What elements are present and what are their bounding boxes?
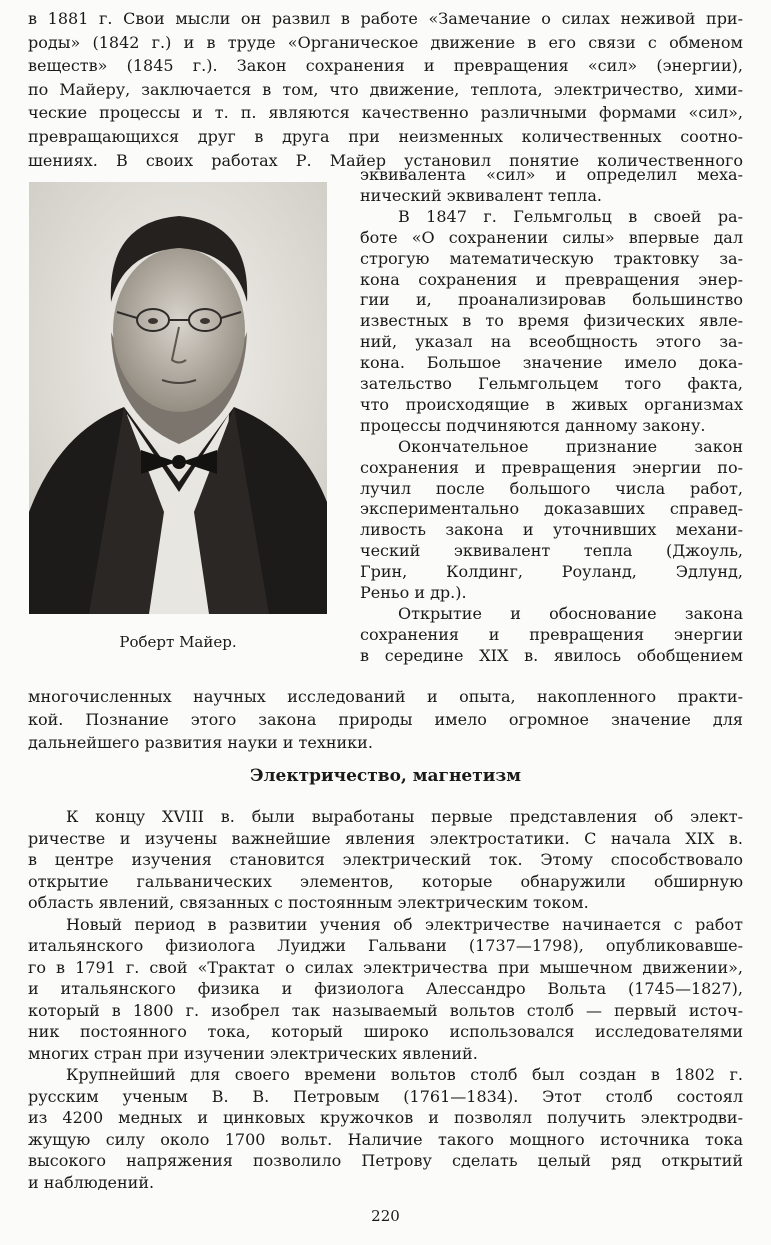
portrait-photo-icon — [29, 182, 327, 614]
text-line: в 1881 г. Свои мысли он развил в работе «Замечание о силах неживой при- — [28, 9, 743, 28]
text-line: жущую силу около 1700 вольт. Наличие такого мощного источника тока — [28, 1130, 743, 1149]
text-line: гии и, проанализировав большинство — [360, 290, 743, 309]
text-line: русским ученым В. В. Петровым (1761—1834). Этот столб состоял — [28, 1087, 743, 1106]
text-line: ческие процессы и т. п. являются качественно различными формами «сил», — [28, 103, 743, 122]
text-line: К концу XVIII в. были выработаны первые представления об элект- — [66, 807, 743, 826]
figure-caption: Роберт Майер. — [119, 633, 237, 651]
text-line: Грин, Колдинг, Роуланд, Эдлунд, — [360, 562, 743, 581]
text-line: кона сохранения и превращения энер- — [360, 270, 743, 289]
text-line: лучил после большого числа работ, — [360, 479, 743, 498]
text-line: роды» (1842 г.) и в труде «Органическое движение в его связи с обменом — [28, 33, 743, 52]
text-line: шениях. В своих работах Р. Майер установил понятие количественного — [28, 151, 743, 170]
text-line: который в 1800 г. изобрел так называемый вольтов столб — первый источ- — [28, 1001, 743, 1020]
text-line: открытие гальванических элементов, которые обнаружили обширную — [28, 872, 743, 891]
text-line: в центре изучения становится электрический ток. Этому способствовало — [28, 850, 743, 869]
text-line: Открытие и обоснование закона — [398, 604, 743, 623]
text-line: область явлений, связанных с постоянным электрическим током. — [28, 893, 589, 912]
text-line: В 1847 г. Гельмгольц в своей ра- — [398, 207, 743, 226]
text-line: процессы подчиняются данному закону. — [360, 416, 706, 435]
text-line: ник постоянного тока, который широко использовался исследователями — [28, 1022, 743, 1041]
text-line: строгую математическую трактовку за- — [360, 249, 743, 268]
text-line: Реньо и др.). — [360, 583, 467, 602]
text-line: боте «О сохранении силы» впервые дал — [360, 228, 743, 247]
text-line: Крупнейший для своего времени вольтов столб был создан в 1802 г. — [66, 1065, 743, 1084]
text-line: превращающихся друг в друга при неизменных количественных соотно- — [28, 127, 743, 146]
text-line: сохранения и превращения энергии — [360, 625, 743, 644]
text-line: дальнейшего развития науки и техники. — [28, 733, 373, 752]
text-line: го в 1791 г. свой «Трактат о силах электричества при мышечном движении», — [28, 958, 743, 977]
text-line: веществ» (1845 г.). Закон сохранения и превращения «сил» (энергии), — [28, 56, 743, 75]
text-line: нический эквивалент тепла. — [360, 186, 602, 205]
text-line: из 4200 медных и цинковых кружочков и позволял получить электродви- — [28, 1108, 743, 1127]
text-line: по Майеру, заключается в том, что движение, теплота, электричество, хими- — [28, 80, 743, 99]
text-line: кона. Большое значение имело дока- — [360, 353, 743, 372]
text-line: многочисленных научных исследований и опыта, накопленного практи- — [28, 687, 743, 706]
text-line: и итальянского физика и физиолога Алессандро Вольта (1745—1827), — [28, 979, 743, 998]
portrait-figure — [29, 182, 327, 614]
text-line: ричестве и изучены важнейшие явления электростатики. С начала XIX в. — [28, 829, 743, 848]
section-heading: Электричество, магнетизм — [250, 766, 521, 786]
text-line: зательство Гельмгольцем того факта, — [360, 374, 743, 393]
text-line: сохранения и превращения энергии по- — [360, 458, 743, 477]
text-line: Новый период в развитии учения об электричестве начинается с работ — [66, 915, 743, 934]
text-line: ливость закона и уточнивших механи- — [360, 520, 743, 539]
text-line: Окончательное признание закон — [398, 437, 743, 456]
text-line: высокого напряжения позволило Петрову сделать целый ряд открытий — [28, 1151, 743, 1170]
text-line: итальянского физиолога Луиджи Гальвани (1737—1798), опубликовавше- — [28, 936, 743, 955]
text-line: экспериментально доказавших справед- — [360, 499, 743, 518]
text-line: кой. Познание этого закона природы имело огромное значение для — [28, 710, 743, 729]
text-line: в середине XIX в. явилось обобщением — [360, 646, 743, 665]
text-line: что происходящие в живых организмах — [360, 395, 743, 414]
text-line: ний, указал на всеобщность этого за- — [360, 332, 743, 351]
text-line: эквивалента «сил» и определил меха- — [360, 165, 743, 184]
text-line: многих стран при изучении электрических явлений. — [28, 1044, 478, 1063]
text-line: и наблюдений. — [28, 1173, 155, 1192]
text-line: ческий эквивалент тепла (Джоуль, — [360, 541, 743, 560]
text-line: известных в то время физических явле- — [360, 311, 743, 330]
page-number: 220 — [371, 1207, 400, 1225]
